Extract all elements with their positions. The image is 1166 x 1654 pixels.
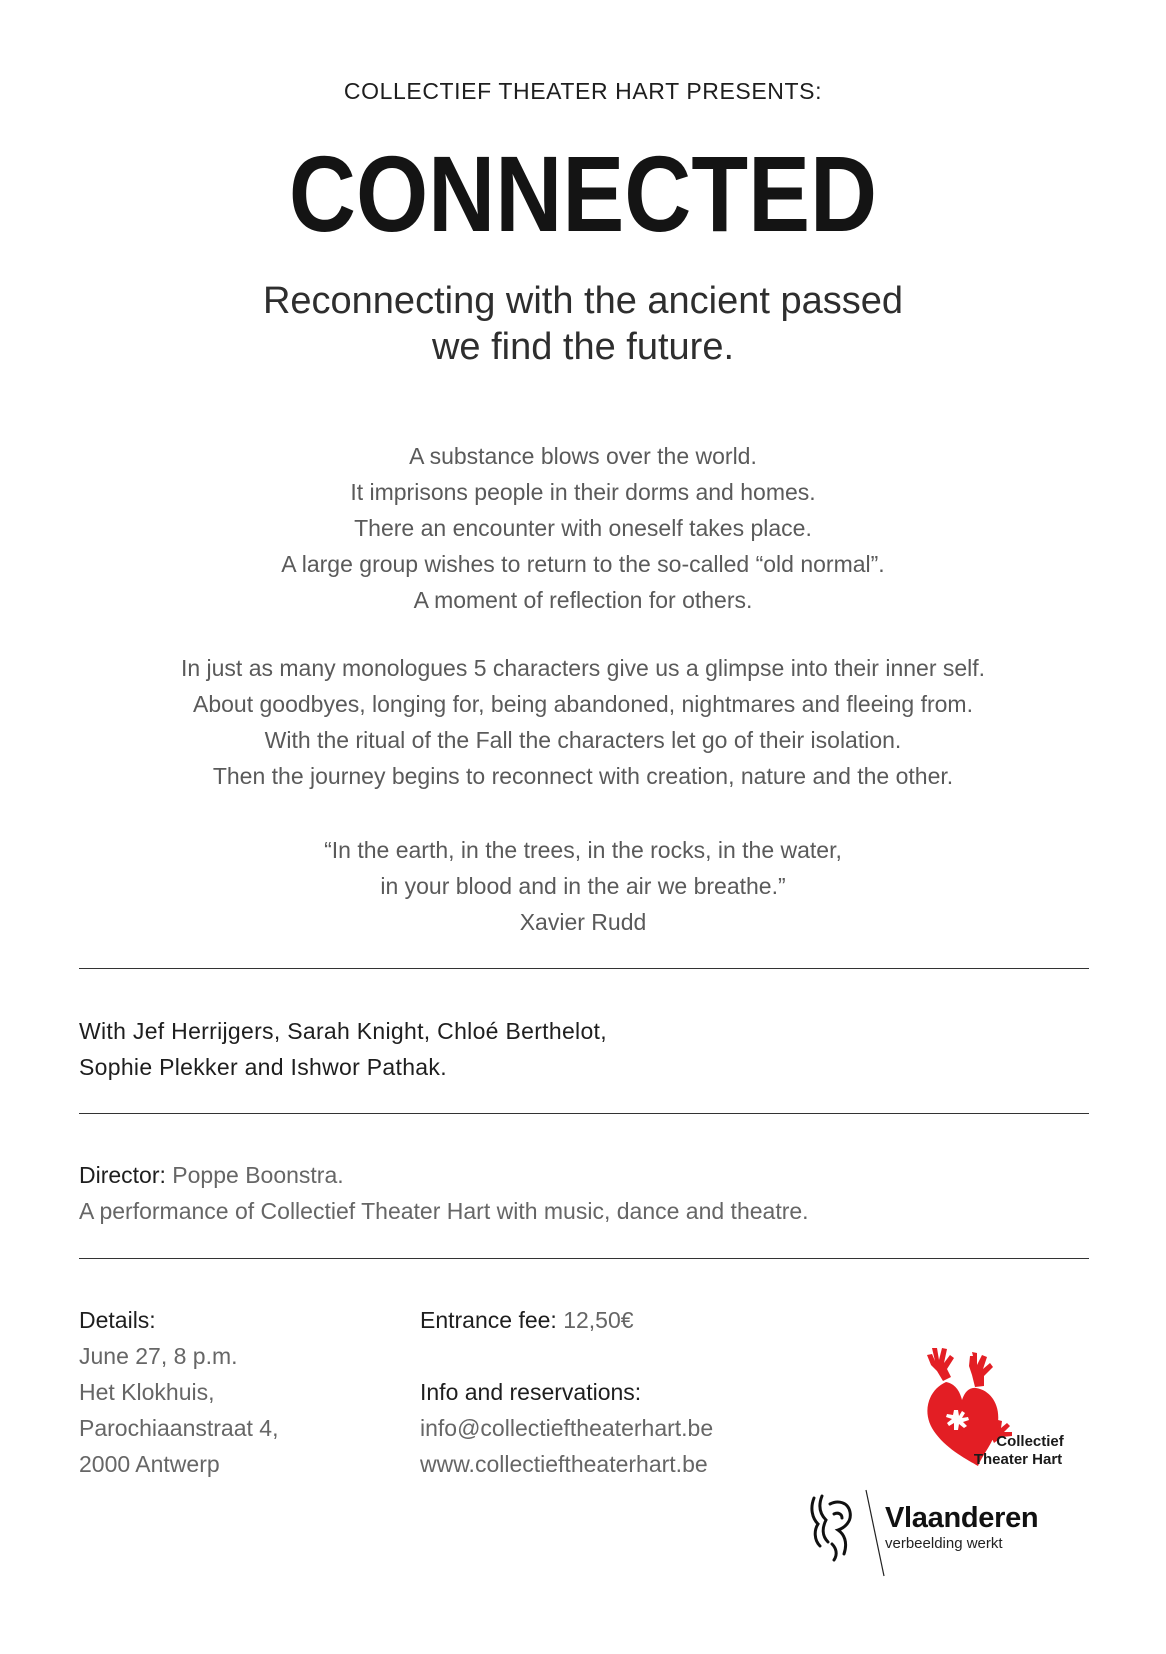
- details-label: Details:: [79, 1307, 156, 1333]
- credits-block: [79, 1157, 809, 1229]
- details-block: [79, 1302, 278, 1482]
- details-line: 2000 Antwerp: [79, 1451, 220, 1477]
- synopsis-line: Then the journey begins to reconnect with creation, nature and the other.: [212, 763, 954, 789]
- show-title: CONNECTED: [288, 133, 878, 254]
- presents-line: COLLECTIEF THEATER HART PRESENTS:: [343, 78, 823, 104]
- quote-author: Xavier Rudd: [519, 909, 647, 935]
- details-line: June 27, 8 p.m.: [79, 1343, 238, 1369]
- tagline: [0, 278, 1166, 370]
- hands-heart-logo: [918, 1342, 1088, 1482]
- synopsis-paragraph-2: [0, 650, 1166, 794]
- info-block: [420, 1374, 713, 1482]
- synopsis-line: It imprisons people in their dorms and homes.: [350, 479, 816, 505]
- fee-label: Entrance fee:: [420, 1307, 557, 1333]
- cast-line: With Jef Herrijgers, Sarah Knight, Chloé Berthelot,: [79, 1018, 607, 1044]
- website-link[interactable]: www.collectieftheaterhart.be: [420, 1451, 708, 1477]
- fee-value: 12,50€: [556, 1307, 634, 1333]
- director-line: [79, 1157, 809, 1193]
- synopsis-line: A moment of reflection for others.: [413, 587, 753, 613]
- divider: [79, 1113, 1089, 1114]
- info-label: Info and reservations:: [420, 1379, 642, 1405]
- vlaanderen-slogan: verbeelding werkt: [885, 1535, 1003, 1552]
- director-label: Director:: [79, 1162, 166, 1188]
- synopsis-line: About goodbyes, longing for, being abandoned, nightmares and fleeing from.: [192, 691, 973, 717]
- cast-list: [79, 1013, 607, 1085]
- synopsis-line: A substance blows over the world.: [409, 443, 757, 469]
- performance-description: A performance of Collectief Theater Hart with music, dance and theatre.: [79, 1198, 809, 1224]
- vlaanderen-text: [885, 1502, 1038, 1554]
- hart-logo-line2: Theater Hart: [973, 1451, 1063, 1468]
- entrance-fee: [420, 1302, 634, 1338]
- synopsis-line: A large group wishes to return to the so-called “old normal”.: [281, 551, 885, 577]
- synopsis-line: With the ritual of the Fall the characters let go of their isolation.: [264, 727, 902, 753]
- divider: [79, 968, 1089, 969]
- director-value: Poppe Boonstra.: [165, 1162, 344, 1188]
- tagline-line: we find the future.: [431, 326, 735, 368]
- details-line: Parochiaanstraat 4,: [79, 1415, 279, 1441]
- quote-block: [0, 832, 1166, 940]
- synopsis-paragraph-1: [0, 438, 1166, 618]
- cast-line: Sophie Plekker and Ishwor Pathak.: [79, 1054, 447, 1080]
- quote-line: in your blood and in the air we breathe.”: [380, 873, 786, 899]
- divider: [79, 1258, 1089, 1259]
- vlaanderen-name: Vlaanderen: [885, 1502, 1039, 1534]
- details-line: Het Klokhuis,: [79, 1379, 215, 1405]
- synopsis-line: There an encounter with oneself takes place.: [354, 515, 812, 541]
- synopsis-line: In just as many monologues 5 characters give us a glimpse into their inner self.: [180, 655, 986, 681]
- tagline-line: Reconnecting with the ancient passed: [262, 280, 904, 322]
- quote-line: “In the earth, in the trees, in the rocks, in the water,: [324, 837, 842, 863]
- email-link[interactable]: info@collectieftheaterhart.be: [420, 1415, 714, 1441]
- hart-logo-line1: Collectief: [996, 1433, 1064, 1450]
